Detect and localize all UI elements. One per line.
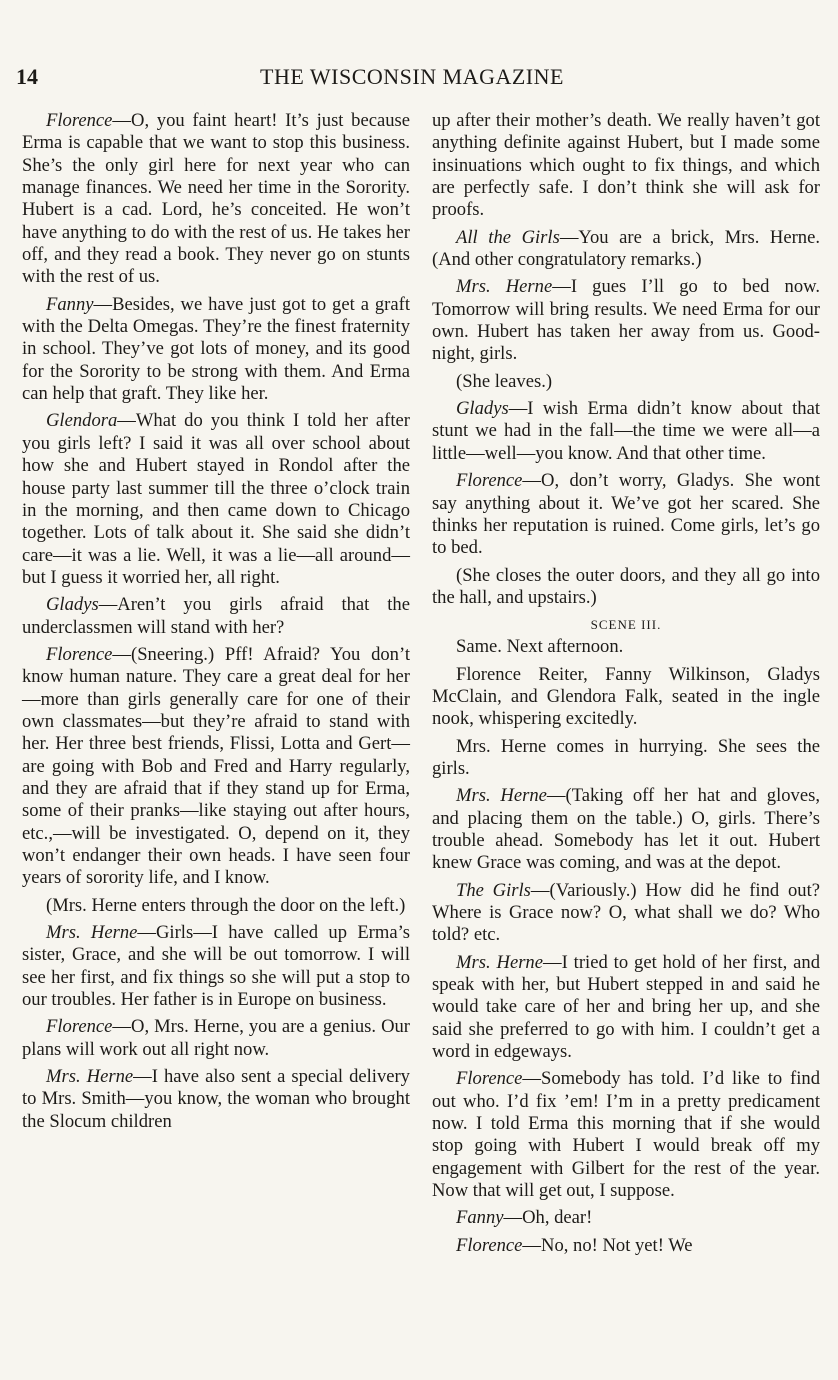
speaker-name: Glendora [46, 410, 118, 432]
dialogue-paragraph [22, 1016, 410, 1061]
dialogue-paragraph [432, 1207, 820, 1229]
paragraph-text: —(Sneering.) Pff! Afraid? You don’t know human nature. They care a great deal for her—more than girls generally care for one of their own classmates—but they’re afraid to stand with her. Her three best friends, Flissi, Lotta and Gert—are going with Bob and Fred and Harry regularly, and they are afraid that if they stand up for Erma, some of their pranks—like staying out after hours, etc.,—will be investigated. O, depend on it, they won’t endanger their own heads. I have seen four years of sorority life, and I know. [22, 643, 410, 889]
dialogue-paragraph [432, 1235, 820, 1257]
paragraph-text: —O, Mrs. Herne, you are a genius. Our plans will work out all right now. [22, 1016, 410, 1060]
paragraph-text: Mrs. Herne comes in hurrying. She sees the girls. [432, 735, 820, 779]
dialogue-paragraph [22, 644, 410, 890]
dialogue-paragraph [22, 410, 410, 589]
paragraph-text: —(Variously.) How did he find out? Where is Grace now? O, what shall we do? Who told? etc. [432, 879, 820, 946]
speaker-name: Gladys [456, 398, 509, 420]
stage-direction [432, 110, 820, 222]
paragraph-text: —Girls—I have called up Erma’s sister, Grace, and she will be out tomorrow. I will see her first, and fix things so she will put a stop to our troubles. Her father is in Europe on business. [22, 922, 410, 1011]
dialogue-paragraph [22, 294, 410, 406]
dialogue-paragraph [432, 1068, 820, 1202]
paragraph-text: (She leaves.) [456, 370, 553, 392]
paragraph-text: —I tried to get hold of her first, and speak with her, but Hubert stepped in and said he would take care of her and bring her up, and she said she preferred to go with him. I couldn’t get a word in edgeways. [432, 951, 820, 1063]
stage-direction [22, 895, 410, 917]
speaker-name: Gladys [46, 594, 99, 616]
dialogue-paragraph [22, 594, 410, 639]
speaker-name: Mrs. Herne [456, 951, 543, 973]
paragraph-text: —(Taking off her hat and gloves, and placing them on the table.) O, girls. There’s trouble ahead. Somebody has let it out. Hubert knew Grace was coming, and was at the depot. [432, 785, 820, 874]
speaker-name: Mrs. Herne [456, 276, 553, 298]
speaker-name: The Girls [456, 879, 531, 901]
paragraph-text: —O, you faint heart! It’s just because Erma is capable that we want to stop this business. She’s the only girl here for next year who can manage finances. We need her time in the Sorority. Hubert is a cad. Lord, he’s conceited. He won’t have anything to do with the rest of us. He takes her off, and they read a book. They never go on stunts with the rest of us. [22, 110, 410, 288]
paragraph-text: —I wish Erma didn’t know about that stunt we had in the fall—the time we were all—a little—well—you know. And that other time. [432, 398, 820, 464]
paragraph-text: Florence Reiter, Fanny Wilkinson, Gladys McClain, and Glendora Falk, seated in the ingle nook, whispering excitedly. [432, 663, 820, 730]
stage-direction [432, 636, 820, 658]
dialogue-paragraph [432, 470, 820, 559]
paragraph-text: —I gues I’ll go to bed now. Tomorrow will bring results. We need Erma for our own. Hubert has taken her away from us. Good-night, girls. [432, 276, 820, 365]
dialogue-paragraph [432, 276, 820, 365]
paragraph-text: —O, don’t worry, Gladys. She wont say anything about it. We’ve got her scared. She thinks her reputation is ruined. Come girls, let’s go to bed. [432, 470, 820, 559]
dialogue-paragraph [432, 398, 820, 465]
page-header [16, 62, 808, 96]
speaker-name: Florence [456, 1068, 523, 1090]
speaker-name: All the Girls [456, 226, 560, 248]
speaker-name: Mrs. Herne [456, 785, 547, 807]
speaker-name: Mrs. Herne [46, 1066, 134, 1088]
right-column [432, 110, 820, 1262]
running-head: THE WISCONSIN MAGAZINE [260, 64, 564, 89]
paragraph-text: —No, no! Not yet! We [522, 1234, 693, 1256]
paragraph-text: (Mrs. Herne enters through the door on the left.) [46, 894, 406, 916]
speaker-name: Florence [46, 643, 113, 665]
speaker-name: Fanny [456, 1207, 504, 1229]
paragraph-text: up after their mother’s death. We really haven’t got anything definite against Hubert, but I made some insinuations which ought to fix things, and which are perfectly safe. I don’t think she will ask for proofs. [432, 110, 820, 221]
dialogue-paragraph [432, 785, 820, 874]
paragraph-text: —Somebody has told. I’d like to find out who. I’d fix ’em! I’m in a pretty predicament now. I told Erma this morning that if she would stop going with Hubert I would break off my engagement with Gilbert for the rest of the year. Now that will get out, I suppose. [432, 1068, 820, 1202]
dialogue-paragraph [432, 952, 820, 1064]
paragraph-text: —What do you think I told her after you girls left? I said it was all over school about how she and Hubert stayed in Rondol after the house party last summer till the three o’clock train in the morning, and then came down to Chicago together. Lots of talk about it. She said she didn’t care—it was a lie. Well, it was a lie—all around—but I guess it worried her, all right. [22, 410, 410, 588]
scene-heading: SCENE III. [590, 617, 662, 633]
paragraph-text: Same. Next afternoon. [456, 636, 624, 658]
dialogue-paragraph [22, 110, 410, 289]
speaker-name: Florence [46, 110, 113, 131]
speaker-name: Florence [456, 470, 523, 492]
paragraph-text: —I have also sent a special delivery to Mrs. Smith—you know, the woman who brought the Slocum children [22, 1066, 410, 1132]
stage-direction [432, 664, 820, 731]
dialogue-paragraph [432, 880, 820, 947]
stage-direction [432, 371, 820, 393]
left-column [22, 110, 410, 1138]
page-number: 14 [16, 64, 38, 89]
paragraph-text: —Aren’t you girls afraid that the underclassmen will stand with her? [22, 594, 410, 638]
paragraph-text: —Oh, dear! [503, 1207, 593, 1229]
dialogue-paragraph [432, 227, 820, 272]
stage-direction [432, 565, 820, 610]
paragraph-text: —You are a brick, Mrs. Herne. (And other congratulatory remarks.) [432, 226, 821, 271]
dialogue-paragraph [22, 922, 410, 1011]
speaker-name: Florence [456, 1234, 523, 1256]
paragraph-text: —Besides, we have just got to get a graft with the Delta Omegas. They’re the finest fraternity in school. They’ve got lots of money, and its good for the Sorority to be strong with them. And Erma can help that graft. They like her. [22, 293, 410, 405]
dialogue-paragraph [22, 1066, 410, 1133]
speaker-name: Mrs. Herne [46, 922, 138, 944]
speaker-name: Florence [46, 1016, 113, 1038]
stage-direction [432, 736, 820, 781]
speaker-name: Fanny [46, 293, 94, 315]
paragraph-text: (She closes the outer doors, and they all go into the hall, and upstairs.) [432, 564, 820, 608]
